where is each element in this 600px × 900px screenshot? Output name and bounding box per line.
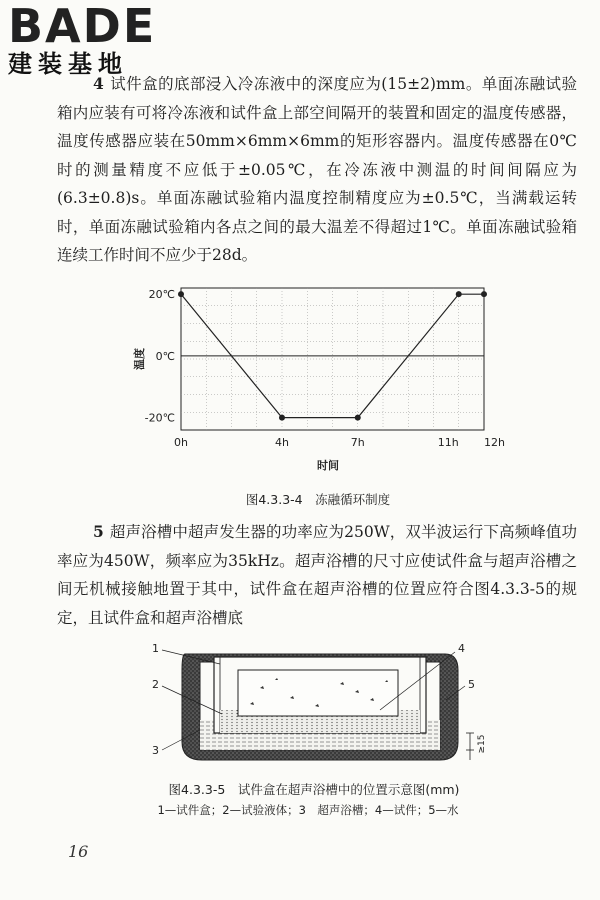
paragraph-4 <box>57 70 577 270</box>
chart-data-point <box>456 291 462 297</box>
chart-xtick-label: 4h <box>275 436 289 449</box>
ultrasonic-bath-diagram <box>140 640 500 770</box>
figure-4-3-3-4-caption: 图4.3.3-4 冻融循环制度 <box>245 492 391 507</box>
chart-data-point <box>355 415 361 421</box>
callout-3: 3 <box>152 744 159 757</box>
chart-xlabel: 时间 <box>317 459 339 472</box>
chart-data-point <box>279 415 285 421</box>
callout-5: 5 <box>468 678 475 691</box>
chart-data-point <box>481 291 487 297</box>
figure-4-3-3-5-caption: 图4.3.3-5 试件盒在超声浴槽中的位置示意图(mm) <box>168 782 460 797</box>
paragraph-4-number: 4 <box>93 74 104 93</box>
paragraph-5-text: 超声浴槽中超声发生器的功率应为250W，双半波运行下高频峰值功率应为450W，频率应为35kHz。超声浴槽的尺寸应使试件盒与超声浴槽之间无机械接触地置于其中，试件盒在超声浴槽的位置应符合图4.3.3-5的规定，且试件盒和超声浴槽底 <box>57 523 577 627</box>
logo-main-text: BADE <box>8 0 157 53</box>
logo-sub-text: 建装基地 <box>8 50 128 78</box>
paragraph-4-text: 试件盒的底部浸入冷冻液中的深度应为(15±2)mm。单面冻融试验箱内应装有可将冷冻液和试件盒上部空间隔开的装置和固定的温度传感器，温度传感器应装在50mm×6mm×6mm的矩形容器内。温度传感器在0℃时的测量精度不应低于±0.05℃，在冷冻液中测温的时间间隔应为(6.3±0.8)s。单面冻融试验箱内温度控制精度应为±0.5℃，当满载运转时，单面冻融试验箱内各点之间的最大温差不得超过1℃。单面冻融试验箱连续工作时间不应少于28d。 <box>57 75 577 264</box>
chart-xtick-label: 12h <box>484 436 505 449</box>
chart-ytick-label: 20℃ <box>148 288 175 302</box>
chart-ylabel: 温度 <box>133 348 146 370</box>
callout-2: 2 <box>152 678 159 691</box>
logo <box>8 0 178 78</box>
callout-1: 1 <box>152 642 159 655</box>
paragraph-5 <box>57 518 577 632</box>
chart-data-point <box>178 291 184 297</box>
freeze-thaw-chart <box>130 278 510 478</box>
dimension-label: ≥15 <box>477 734 487 754</box>
figure-4-3-3-5-legend: 1—试件盒；2—试验液体；3 超声浴槽；4—试件；5—水 <box>157 803 459 817</box>
chart-ytick-label: 0℃ <box>155 349 175 363</box>
chart-xtick-label: 0h <box>174 436 188 449</box>
chart-xtick-label: 7h <box>350 436 365 449</box>
page-number: 16 <box>68 842 89 861</box>
specimen <box>238 670 398 716</box>
chart-ytick-label: -20℃ <box>144 411 175 425</box>
callout-4: 4 <box>458 642 465 655</box>
paragraph-5-number: 5 <box>93 522 104 541</box>
chart-xtick-label: 11h <box>437 436 459 449</box>
